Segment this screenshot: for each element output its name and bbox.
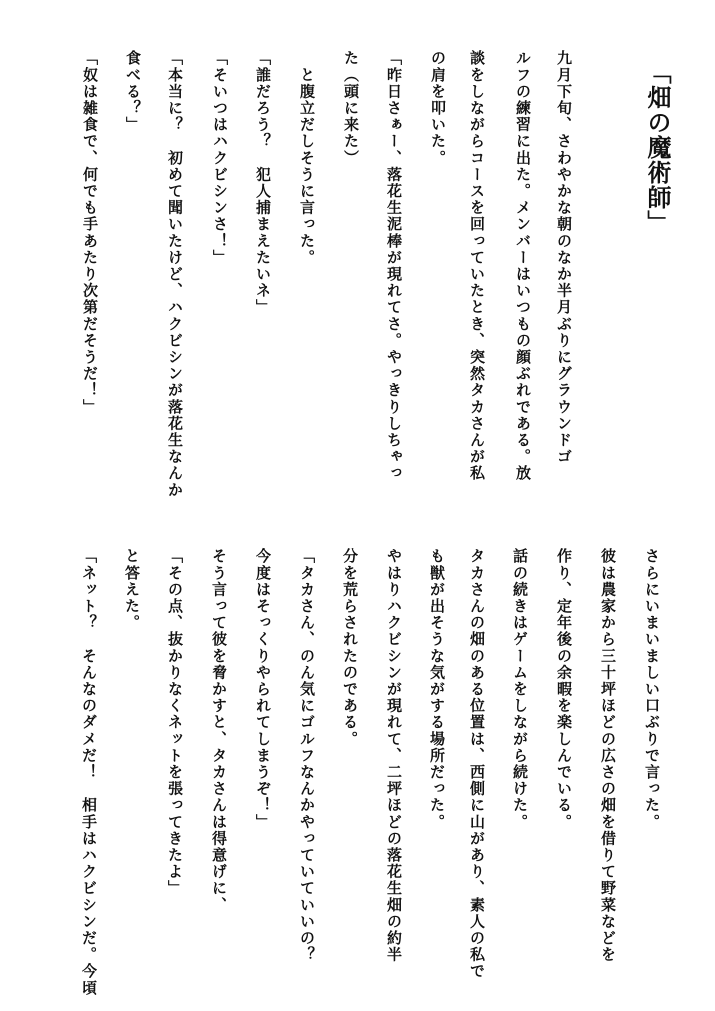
upper-line-5: 「昨日さぁー、落花生泥棒が現れてさ。やっきりしちゃっ (385, 50, 403, 482)
upper-line-4: の肩を叩いた。 (429, 50, 447, 167)
lower-line-2: 彼は農家から三十坪ほどの広さの畑を借りて野菜などを (599, 548, 617, 963)
lower-line-6: も獣が出そうな気がする場所だった。 (428, 548, 446, 831)
lower-line-10: 今度はそっくりやられてしまうぞ！」 (254, 548, 272, 831)
upper-line-8: 「誰だろう？ 犯人捕まえたいネ」 (254, 50, 272, 316)
upper-line-12: 「奴は雑食で、何でも手あたり次第だそうだ！」 (81, 50, 99, 416)
lower-line-12: 「その点、抜かりなくネットを張ってきたよ」 (166, 548, 184, 897)
upper-line-2: ルフの練習に出た。メンバーはいつもの顔ぶれである。放 (514, 50, 532, 482)
lower-line-5: タカさんの畑のある位置は、西側に山があり、素人の私で (468, 548, 486, 980)
upper-line-1: 九月下旬、さわやかな朝のなか半月ぶりにグラウンドゴ (555, 50, 573, 465)
upper-line-3: 談をしながらコースを回っていたとき、突然タカさんが私 (468, 50, 486, 482)
lower-line-7: やはりハクビシンが現れて、二坪ほどの落花生畑の約半 (385, 548, 403, 963)
lower-line-13: と答えた。 (123, 548, 141, 631)
lower-line-3: 作り、定年後の余暇を楽しんでいる。 (555, 548, 573, 831)
upper-line-9: 「そいつはハクビシンさ！」 (211, 50, 229, 266)
lower-line-9: 「タカさん、のん気にゴルフなんかやっていていいの？ (298, 548, 316, 963)
lower-line-4: 話の続きはゲームをしながら続けた。 (511, 548, 529, 831)
lower-line-8: 分を荒らされたのである。 (341, 548, 359, 748)
upper-line-7: と腹立だしそうに言った。 (298, 50, 316, 266)
upper-line-6: た（頭に来た） (342, 50, 360, 167)
lower-line-1: さらにいまいましい口ぶりで言った。 (643, 548, 661, 831)
upper-line-11: 食べる？」 (124, 50, 142, 133)
lower-line-14: 「ネット？ そんなのダメだ！ 相手はハクビシンだ。今頃 (80, 548, 98, 997)
lower-line-11: そう言って彼を脅かすと、タカさんは得意げに、 (210, 548, 228, 914)
story-title: 「畑の魔術師」 (643, 60, 671, 235)
upper-line-10: 「本当に？ 初めて聞いたけど、ハクビシンが落花生なんか (166, 50, 184, 499)
